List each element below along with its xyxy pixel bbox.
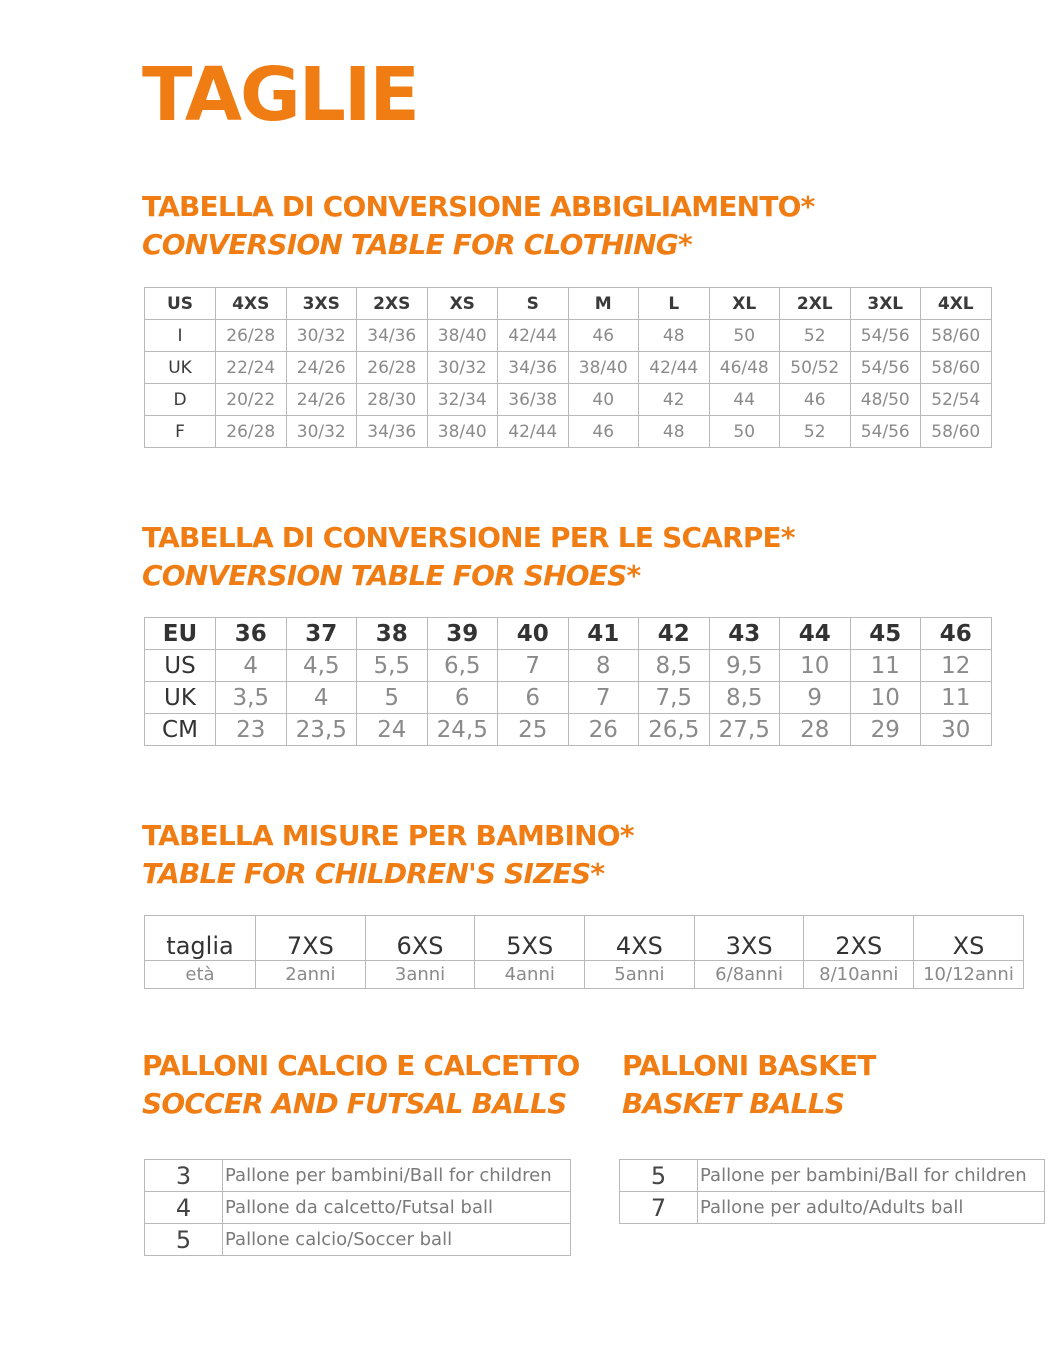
clothing-cell: 42/44 xyxy=(498,416,569,448)
clothing-cell: 36/38 xyxy=(498,384,569,416)
clothing-cell: 46 xyxy=(780,384,851,416)
clothing-table-row xyxy=(145,384,992,416)
shoes-cell: 7 xyxy=(568,682,639,714)
basket-balls-heading-it: PALLONI BASKET xyxy=(622,1049,876,1082)
clothing-cell: 40 xyxy=(568,384,639,416)
soccer-balls-heading-en: SOCCER AND FUTSAL BALLS xyxy=(142,1087,567,1120)
clothing-heading xyxy=(142,188,814,264)
clothing-cell: 46 xyxy=(568,320,639,352)
clothing-cell: 30/32 xyxy=(427,352,498,384)
shoes-header-cell: 43 xyxy=(709,618,780,650)
clothing-cell: 50 xyxy=(709,320,780,352)
clothing-header-cell: M xyxy=(568,288,639,320)
clothing-row-label: D xyxy=(145,384,216,416)
clothing-header-cell: 2XL xyxy=(780,288,851,320)
children-header-cell: 4XS xyxy=(585,916,695,961)
basket-balls-heading xyxy=(622,1047,876,1123)
basket-balls-description: Pallone per adulto/Adults ball xyxy=(698,1192,1045,1224)
shoes-cell: 11 xyxy=(921,682,992,714)
shoes-cell: 9,5 xyxy=(709,650,780,682)
shoes-cell: 28 xyxy=(780,714,851,746)
shoes-cell: 4 xyxy=(286,682,357,714)
clothing-cell: 32/34 xyxy=(427,384,498,416)
shoes-cell: 6,5 xyxy=(427,650,498,682)
shoes-header-cell: 36 xyxy=(216,618,287,650)
clothing-conversion-table xyxy=(144,287,992,448)
shoes-header-cell: 46 xyxy=(921,618,992,650)
shoes-header-cell: 37 xyxy=(286,618,357,650)
shoes-cell: 4,5 xyxy=(286,650,357,682)
clothing-cell: 26/28 xyxy=(216,416,287,448)
soccer-balls-description: Pallone calcio/Soccer ball xyxy=(223,1224,571,1256)
basket-balls-table xyxy=(619,1159,1045,1224)
children-cell: 2anni xyxy=(256,961,366,989)
children-table-row xyxy=(145,961,1024,989)
clothing-cell: 52/54 xyxy=(921,384,992,416)
children-cell: 5anni xyxy=(585,961,695,989)
shoes-cell: 9 xyxy=(780,682,851,714)
clothing-cell: 48 xyxy=(639,416,710,448)
shoes-table-row xyxy=(145,714,992,746)
clothing-heading-en: CONVERSION TABLE FOR CLOTHING* xyxy=(142,228,692,261)
clothing-header-cell: 2XS xyxy=(357,288,428,320)
basket-balls-size: 7 xyxy=(620,1192,698,1224)
soccer-balls-row xyxy=(145,1192,571,1224)
shoes-header-row xyxy=(145,618,992,650)
clothing-cell: 46/48 xyxy=(709,352,780,384)
shoes-header-cell: 41 xyxy=(568,618,639,650)
clothing-header-cell: L xyxy=(639,288,710,320)
clothing-cell: 50 xyxy=(709,416,780,448)
shoes-cell: 5 xyxy=(357,682,428,714)
clothing-row-label: F xyxy=(145,416,216,448)
clothing-cell: 34/36 xyxy=(357,416,428,448)
shoes-heading xyxy=(142,519,795,595)
clothing-cell: 44 xyxy=(709,384,780,416)
clothing-header-cell: 3XS xyxy=(286,288,357,320)
shoes-cell: 7 xyxy=(498,650,569,682)
clothing-cell: 24/26 xyxy=(286,352,357,384)
shoes-header-cell: 40 xyxy=(498,618,569,650)
shoes-cell: 26,5 xyxy=(639,714,710,746)
clothing-cell: 48/50 xyxy=(850,384,921,416)
clothing-cell: 28/30 xyxy=(357,384,428,416)
shoes-cell: 10 xyxy=(850,682,921,714)
soccer-balls-description: Pallone per bambini/Ball for children xyxy=(223,1160,571,1192)
children-header-cell: 3XS xyxy=(694,916,804,961)
children-row-label: età xyxy=(145,961,256,989)
clothing-cell: 38/40 xyxy=(427,416,498,448)
clothing-cell: 46 xyxy=(568,416,639,448)
children-heading-en: TABLE FOR CHILDREN'S SIZES* xyxy=(142,857,605,890)
children-cell: 10/12anni xyxy=(914,961,1024,989)
clothing-cell: 30/32 xyxy=(286,416,357,448)
shoes-row-label: UK xyxy=(145,682,216,714)
shoes-cell: 25 xyxy=(498,714,569,746)
shoes-cell: 24 xyxy=(357,714,428,746)
shoes-cell: 24,5 xyxy=(427,714,498,746)
shoes-cell: 3,5 xyxy=(216,682,287,714)
clothing-cell: 42/44 xyxy=(639,352,710,384)
basket-balls-heading-en: BASKET BALLS xyxy=(622,1087,845,1120)
clothing-cell: 26/28 xyxy=(216,320,287,352)
soccer-balls-size: 3 xyxy=(145,1160,223,1192)
children-cell: 4anni xyxy=(475,961,585,989)
shoes-row-label: CM xyxy=(145,714,216,746)
shoes-cell: 29 xyxy=(850,714,921,746)
shoes-header-cell: 44 xyxy=(780,618,851,650)
basket-balls-size: 5 xyxy=(620,1160,698,1192)
soccer-balls-description: Pallone da calcetto/Futsal ball xyxy=(223,1192,571,1224)
clothing-cell: 26/28 xyxy=(357,352,428,384)
children-header-cell: XS xyxy=(914,916,1024,961)
clothing-cell: 54/56 xyxy=(850,352,921,384)
soccer-balls-heading-it: PALLONI CALCIO E CALCETTO xyxy=(142,1049,580,1082)
shoes-cell: 5,5 xyxy=(357,650,428,682)
shoes-table-row xyxy=(145,650,992,682)
clothing-header-cell: XL xyxy=(709,288,780,320)
clothing-cell: 50/52 xyxy=(780,352,851,384)
children-header-cell: 6XS xyxy=(365,916,475,961)
clothing-cell: 58/60 xyxy=(921,416,992,448)
clothing-cell: 34/36 xyxy=(498,352,569,384)
shoes-cell: 10 xyxy=(780,650,851,682)
shoes-cell: 26 xyxy=(568,714,639,746)
page-title: TAGLIE xyxy=(142,52,418,138)
shoes-cell: 12 xyxy=(921,650,992,682)
clothing-row-label: UK xyxy=(145,352,216,384)
shoes-table-row xyxy=(145,682,992,714)
shoes-cell: 4 xyxy=(216,650,287,682)
children-cell: 8/10anni xyxy=(804,961,914,989)
children-header-row xyxy=(145,916,1024,961)
clothing-cell: 38/40 xyxy=(568,352,639,384)
soccer-balls-size: 4 xyxy=(145,1192,223,1224)
shoes-cell: 23 xyxy=(216,714,287,746)
clothing-cell: 30/32 xyxy=(286,320,357,352)
children-header-cell: 2XS xyxy=(804,916,914,961)
clothing-cell: 52 xyxy=(780,320,851,352)
clothing-cell: 54/56 xyxy=(850,416,921,448)
clothing-cell: 20/22 xyxy=(216,384,287,416)
children-sizes-table xyxy=(144,915,1024,989)
shoes-heading-it: TABELLA DI CONVERSIONE PER LE SCARPE* xyxy=(142,521,795,554)
clothing-cell: 24/26 xyxy=(286,384,357,416)
shoes-header-cell: 45 xyxy=(850,618,921,650)
clothing-header-cell: XS xyxy=(427,288,498,320)
shoes-cell: 8 xyxy=(568,650,639,682)
clothing-table-row xyxy=(145,416,992,448)
children-cell: 3anni xyxy=(365,961,475,989)
clothing-header-cell: 3XL xyxy=(850,288,921,320)
shoes-cell: 23,5 xyxy=(286,714,357,746)
clothing-cell: 54/56 xyxy=(850,320,921,352)
clothing-cell: 58/60 xyxy=(921,320,992,352)
shoes-row-label: US xyxy=(145,650,216,682)
shoes-cell: 7,5 xyxy=(639,682,710,714)
shoes-cell: 8,5 xyxy=(639,650,710,682)
clothing-cell: 58/60 xyxy=(921,352,992,384)
clothing-header-cell: 4XL xyxy=(921,288,992,320)
shoes-cell: 11 xyxy=(850,650,921,682)
basket-balls-row xyxy=(620,1192,1045,1224)
children-heading xyxy=(142,817,634,893)
shoes-cell: 27,5 xyxy=(709,714,780,746)
shoes-cell: 6 xyxy=(498,682,569,714)
shoes-conversion-table xyxy=(144,617,992,746)
clothing-cell: 22/24 xyxy=(216,352,287,384)
clothing-header-row xyxy=(145,288,992,320)
soccer-balls-table xyxy=(144,1159,571,1256)
children-header-cell: taglia xyxy=(145,916,256,961)
soccer-balls-size: 5 xyxy=(145,1224,223,1256)
clothing-cell: 38/40 xyxy=(427,320,498,352)
clothing-row-label: I xyxy=(145,320,216,352)
clothing-header-cell: 4XS xyxy=(216,288,287,320)
clothing-cell: 42 xyxy=(639,384,710,416)
shoes-cell: 8,5 xyxy=(709,682,780,714)
basket-balls-description: Pallone per bambini/Ball for children xyxy=(698,1160,1045,1192)
clothing-heading-it: TABELLA DI CONVERSIONE ABBIGLIAMENTO* xyxy=(142,190,815,223)
children-header-cell: 5XS xyxy=(475,916,585,961)
clothing-table-row xyxy=(145,320,992,352)
clothing-header-cell: US xyxy=(145,288,216,320)
shoes-header-cell: EU xyxy=(145,618,216,650)
soccer-balls-row xyxy=(145,1160,571,1192)
children-heading-it: TABELLA MISURE PER BAMBINO* xyxy=(142,819,634,852)
clothing-header-cell: S xyxy=(498,288,569,320)
soccer-balls-row xyxy=(145,1224,571,1256)
clothing-table-row xyxy=(145,352,992,384)
shoes-header-cell: 42 xyxy=(639,618,710,650)
shoes-heading-en: CONVERSION TABLE FOR SHOES* xyxy=(142,559,641,592)
clothing-cell: 48 xyxy=(639,320,710,352)
clothing-cell: 52 xyxy=(780,416,851,448)
shoes-cell: 30 xyxy=(921,714,992,746)
clothing-cell: 42/44 xyxy=(498,320,569,352)
children-header-cell: 7XS xyxy=(256,916,366,961)
clothing-cell: 34/36 xyxy=(357,320,428,352)
shoes-header-cell: 39 xyxy=(427,618,498,650)
shoes-header-cell: 38 xyxy=(357,618,428,650)
shoes-cell: 6 xyxy=(427,682,498,714)
soccer-balls-heading xyxy=(142,1047,580,1123)
children-cell: 6/8anni xyxy=(694,961,804,989)
basket-balls-row xyxy=(620,1160,1045,1192)
